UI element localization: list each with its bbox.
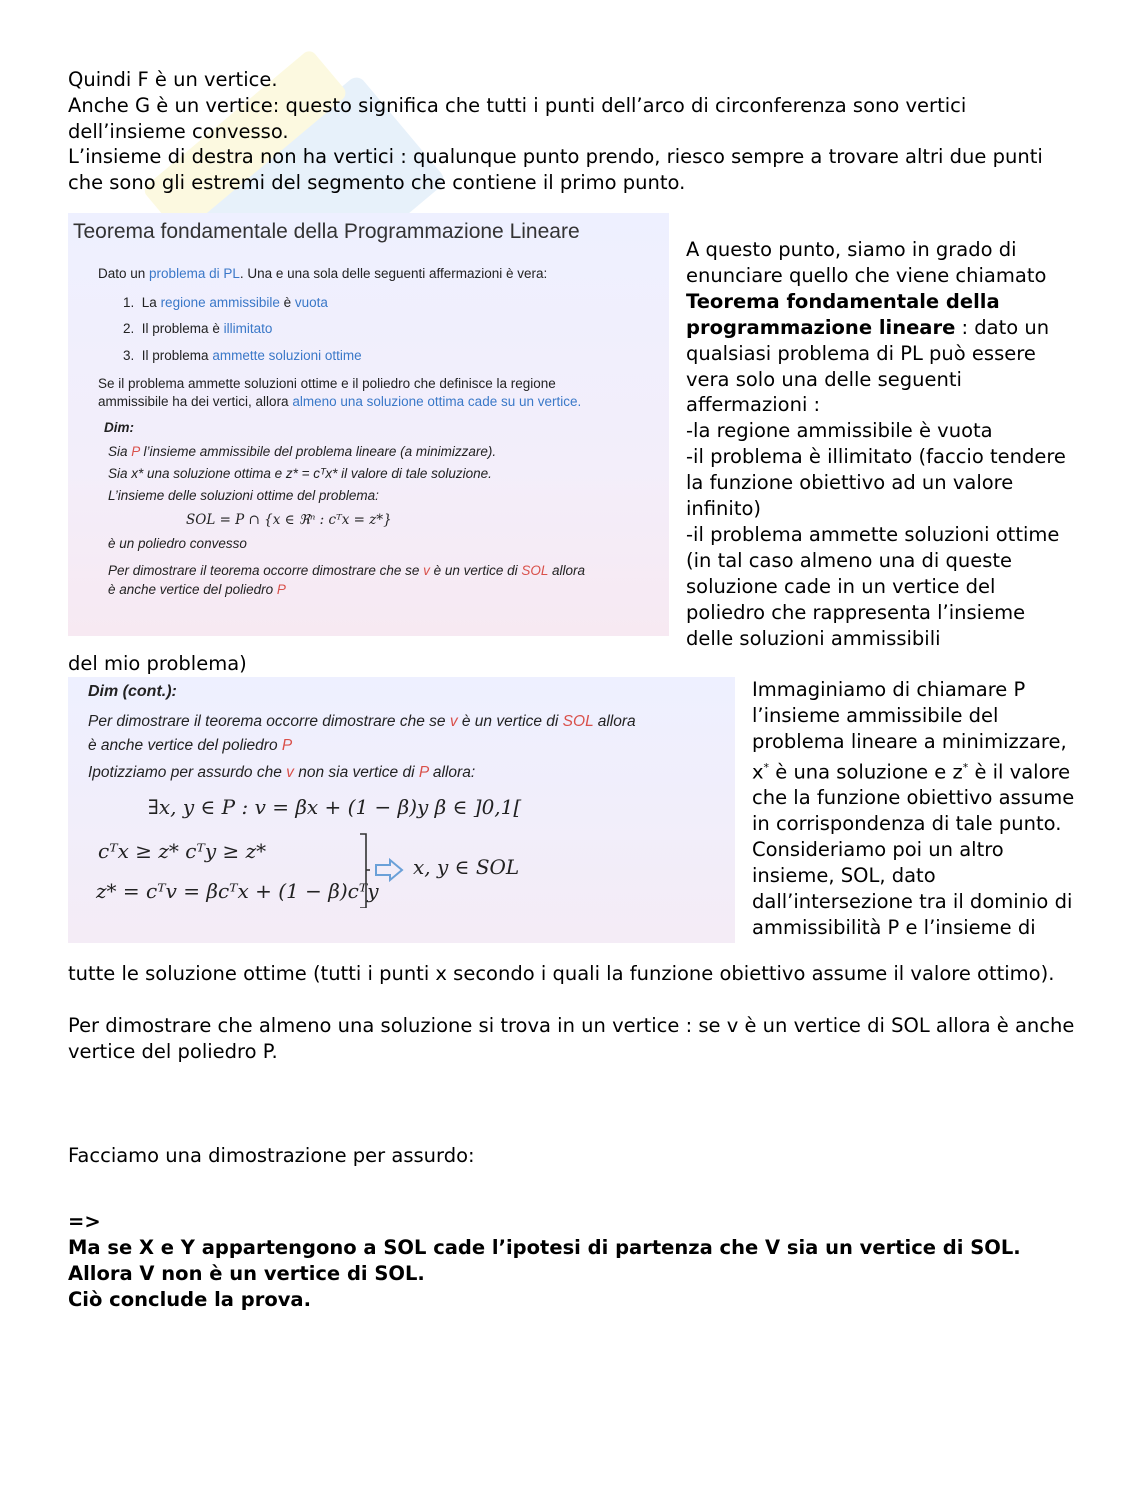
slide2-conclusion: x, y ∈ SOL bbox=[413, 855, 520, 879]
final-arrow: => bbox=[68, 1210, 101, 1233]
slide2-text: è anche vertice del poliedro bbox=[88, 737, 282, 754]
slide2-text-b: non sia vertice di bbox=[293, 764, 419, 781]
dim-text-b: è un vertice di bbox=[429, 563, 522, 578]
item-link: illimitato bbox=[223, 321, 273, 336]
slide2-equation-1: ∃x, y ∈ P : v = βx + (1 − β)y β ∈ ]0,1[ bbox=[148, 795, 522, 819]
theorem-description-intro: A questo punto, siamo in grado di enunciare quello che viene chiamato bbox=[686, 238, 1047, 287]
slide-intro-text-b: . Una e una sola delle seguenti affermazioni è vera: bbox=[239, 266, 548, 281]
theorem-case-1: -la regione ammissibile è vuota bbox=[686, 419, 993, 443]
item-text: La bbox=[141, 295, 161, 310]
item-number: 2. bbox=[123, 321, 135, 336]
slide2-text-c: allora bbox=[593, 713, 636, 730]
slide2-symbol-sol: SOL bbox=[562, 713, 594, 730]
slide2-symbol: v bbox=[449, 713, 458, 730]
slide2-text-c: allora: bbox=[428, 764, 476, 781]
brace-arrow-icon bbox=[358, 832, 408, 908]
dim-text: Per dimostrare il teorema occorre dimostrare che se bbox=[108, 563, 424, 578]
superscript-star-2: * bbox=[962, 760, 969, 774]
slide2-line-2 bbox=[88, 737, 292, 755]
slide-formula: SOL = P ∩ {x ∈ ℜⁿ : cᵀx = z*} bbox=[186, 512, 392, 528]
slide2-line-1 bbox=[88, 713, 636, 731]
theorem-slide-image bbox=[68, 213, 669, 636]
slide-intro bbox=[98, 266, 547, 281]
item-text-b: è bbox=[279, 295, 295, 310]
dim-symbol: P bbox=[276, 582, 286, 597]
slide-condition-1: Se il problema ammette soluzioni ottime e il poliedro che definisce la regione bbox=[98, 376, 556, 391]
dim-symbol: v bbox=[423, 563, 430, 578]
slide2-dim-heading: Dim (cont.): bbox=[88, 683, 177, 700]
proof-setup-text-b: è una soluzione e z bbox=[769, 760, 963, 784]
item-number: 1. bbox=[123, 295, 135, 310]
final-line-1: Ma se X e Y appartengono a SOL cade l’ipotesi di partenza che V sia un vertice di SOL. bbox=[68, 1236, 1021, 1259]
proof-setup-text-a: Immaginiamo di chiamare P l’insieme ammissibile del problema lineare a minimizzare, x bbox=[752, 678, 1067, 784]
theorem-description-continuation: del mio problema) bbox=[68, 652, 247, 675]
slide2-text-b: è un vertice di bbox=[457, 713, 563, 730]
slide-dim-line-2: Sia x* una soluzione ottima e z* = cᵀx* il valore di tale soluzione. bbox=[108, 466, 492, 481]
dim-text: Sia bbox=[108, 444, 132, 459]
theorem-name-bold: Teorema fondamentale della programmazione lineare bbox=[686, 289, 1000, 339]
slide-dim-line-3: L’insieme delle soluzioni ottime del problema: bbox=[108, 488, 379, 503]
slide2-equation-3: z* = cᵀv = βcᵀx + (1 − β)cᵀy bbox=[96, 879, 379, 903]
slide-intro-text: Dato un bbox=[98, 266, 150, 281]
slide-dim-line-6 bbox=[108, 582, 286, 597]
dim-text: è anche vertice del poliedro bbox=[108, 582, 277, 597]
item-link-2: vuota bbox=[294, 295, 328, 310]
slide-condition-2 bbox=[98, 394, 581, 409]
dim-text-c: allora bbox=[548, 563, 585, 578]
item-number: 3. bbox=[123, 348, 135, 363]
slide-dim-line-1 bbox=[108, 444, 496, 459]
slide-title: Teorema fondamentale della Programmazione Lineare bbox=[73, 220, 580, 243]
slide2-line-3 bbox=[88, 764, 475, 782]
condition-text: ammissibile ha dei vertici, allora bbox=[98, 394, 293, 409]
final-line-3: Ciò conclude la prova. bbox=[68, 1288, 311, 1311]
slide2-symbol-p: P bbox=[418, 764, 429, 781]
slide-item-3 bbox=[123, 348, 362, 363]
slide2-equation-2: cᵀx ≥ z* cᵀy ≥ z* bbox=[98, 839, 267, 863]
item-text: Il problema bbox=[141, 348, 213, 363]
final-line-2: Allora V non è un vertice di SOL. bbox=[68, 1262, 425, 1285]
intro-paragraph-1: Quindi F è un vertice. bbox=[68, 68, 278, 91]
theorem-description bbox=[686, 237, 1078, 652]
proof-setup-continuation: tutte le soluzione ottime (tutti i punti x secondo i quali la funzione obiettivo assume il valore ottimo). bbox=[68, 962, 1055, 985]
intro-paragraph-2: Anche G è un vertice: questo significa che tutti i punti dell’arco di circonferenza sono vertici dell’insieme convesso. bbox=[68, 94, 967, 143]
proof-goal-paragraph: Per dimostrare che almeno una soluzione si trova in un vertice : se v è un vertice di SOL allora è anche vertice del poliedro P. bbox=[68, 1014, 1075, 1063]
condition-link: almeno una soluzione ottima cade su un vertice. bbox=[292, 394, 582, 409]
proof-by-contradiction-heading: Facciamo una dimostrazione per assurdo: bbox=[68, 1144, 475, 1167]
slide-intro-link: problema di PL bbox=[149, 266, 240, 281]
slide-item-1 bbox=[123, 295, 328, 310]
theorem-description-rest: : dato un qualsiasi problema di PL può essere vera solo una delle seguenti affermazioni : bbox=[686, 315, 1050, 417]
slide2-symbol: P bbox=[281, 737, 293, 754]
dim-text-b: l’insieme ammissibile del problema lineare (a minimizzare). bbox=[139, 444, 497, 459]
item-text: Il problema è bbox=[141, 321, 224, 336]
slide2-text: Per dimostrare il teorema occorre dimostrare che se bbox=[88, 713, 450, 730]
proof-setup-description bbox=[752, 677, 1082, 941]
proof-slide-image bbox=[68, 677, 735, 943]
slide2-text: Ipotizziamo per assurdo che bbox=[88, 764, 287, 781]
dim-symbol: P bbox=[131, 444, 140, 459]
item-link: regione ammissibile bbox=[160, 295, 280, 310]
slide-dim-heading: Dim: bbox=[104, 420, 134, 435]
slide-dim-line-4: è un poliedro convesso bbox=[108, 536, 247, 551]
slide-item-2 bbox=[123, 321, 272, 336]
superscript-star: * bbox=[763, 760, 770, 774]
intro-paragraph-3: L’insieme di destra non ha vertici : qualunque punto prendo, riesco sempre a trovare altri due punti che sono gli estremi del segmento che contiene il primo punto. bbox=[68, 145, 1043, 194]
theorem-case-2: -il problema è illimitato (faccio tendere la funzione obiettivo ad un valore infinito) bbox=[686, 445, 1066, 521]
slide-dim-line-5 bbox=[108, 563, 585, 578]
slide2-symbol: v bbox=[286, 764, 294, 781]
dim-symbol-sol: SOL bbox=[521, 563, 549, 578]
proof-setup-text-c: è il valore che la funzione obiettivo assume in corrispondenza di tale punto. Consideriamo poi un altro insieme, SOL, dato dall’intersezione tra il dominio di ammissibilità P e l’insieme di bbox=[752, 760, 1075, 939]
theorem-case-3: -il problema ammette soluzioni ottime (in tal caso almeno una di queste soluzione cade in un vertice del poliedro che rappresenta l’insieme delle soluzioni ammissibili bbox=[686, 522, 1060, 650]
item-link: ammette soluzioni ottime bbox=[212, 348, 362, 363]
